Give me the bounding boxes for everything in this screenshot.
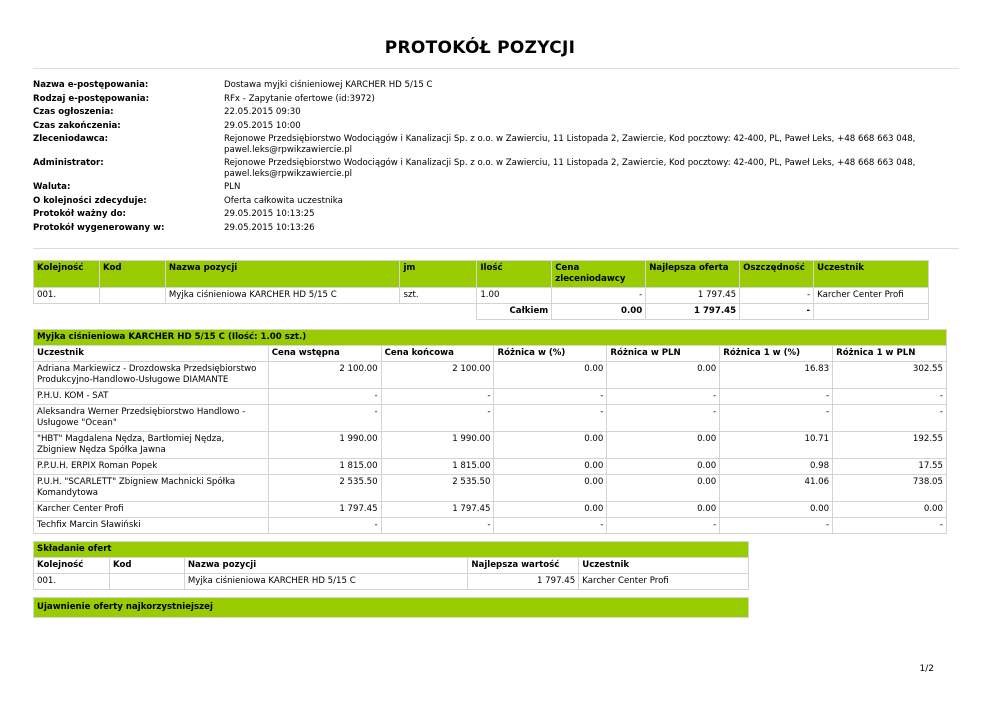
cell-diff1-pln: 302.55 [833,362,947,389]
cell-diff1-pct: - [720,518,833,534]
info-label: Waluta: [33,182,71,192]
cell-diff-pln: - [607,405,720,432]
info-value: PLN [224,182,241,192]
section-header-row [34,598,749,618]
cell-diff1-pct: 0.98 [720,459,833,475]
info-row [33,94,933,108]
cell-diff-pct: - [494,405,607,432]
table-row [34,389,947,405]
cell-final-price: 1 815.00 [381,459,494,475]
info-row [33,182,933,196]
info-row [33,196,933,210]
column-header: Cena zleceniodawcy [552,261,646,288]
submission-table [33,541,749,590]
cell-initial-price: 2 535.50 [268,475,381,502]
cell-participant: Techfix Marcin Sławiński [34,518,269,534]
cell-final-price: - [381,518,494,534]
total-row [34,304,929,320]
disclosure-section-title: Ujawnienie oferty najkorzystniejszej [34,598,749,618]
cell-participant: Karcher Center Profi [34,502,269,518]
column-header: Najlepsza wartość [468,558,579,574]
cell-diff1-pln: 17.55 [833,459,947,475]
info-label: Administrator: [33,158,104,168]
table-row [34,405,947,432]
total-best-offer: 1 797.45 [646,304,740,320]
cell-initial-price: 1 797.45 [268,502,381,518]
cell-final-price: 1 797.45 [381,502,494,518]
column-header: Najlepsza oferta [646,261,740,288]
table-row [34,574,749,590]
total-label: Całkiem [477,304,552,320]
page-title: PROTOKÓŁ POZYCJI [384,38,576,58]
divider [33,68,959,69]
column-header: Uczestnik [579,558,749,574]
cell-final-price: 2 535.50 [381,475,494,502]
cell-item-name: Myjka ciśnieniowa KARCHER HD 5/15 C [165,288,400,304]
info-row [33,223,933,237]
column-header: Ilość [477,261,552,288]
info-row [33,107,933,121]
cell-participant: P.P.U.H. ERPIX Roman Popek [34,459,269,475]
cell-unit: szt. [400,288,477,304]
cell-final-price: - [381,405,494,432]
info-value: 22.05.2015 09:30 [224,107,301,117]
procurement-info [33,80,933,236]
section-header-row [34,542,749,558]
info-value: Rejonowe Przedsiębiorstwo Wodociągów i Kanalizacji Sp. z o.o. w Zawierciu, 11 Listopada 2, Zawiercie, Kod pocztowy: 42-400, PL, Paweł Leks, +48 668 663 048, pawel.leks@rpwikzawiercie.pl [224,134,916,155]
cell-item-name: Myjka ciśnieniowa KARCHER HD 5/15 C [184,574,468,590]
column-header: jm [400,261,477,288]
cell-initial-price: 1 990.00 [268,432,381,459]
info-value: Dostawa myjki ciśnieniowej KARCHER HD 5/15 C [224,80,433,90]
cell-participant: "HBT" Magdalena Nędza, Bartłomiej Nędza, Zbigniew Nędza Spółka Jawna [34,432,269,459]
column-header: Uczestnik [34,346,269,362]
cell-diff1-pct: - [720,405,833,432]
cell-participant: P.H.U. KOM - SAT [34,389,269,405]
info-label: Czas zakończenia: [33,120,121,131]
column-header: Nazwa pozycji [184,558,468,574]
cell-initial-price: - [268,389,381,405]
column-header: Uczestnik [814,261,929,288]
offers-section-title: Myjka ciśnieniowa KARCHER HD 5/15 C (Ilość: 1.00 szt.) [34,330,947,346]
cell-diff1-pln: - [833,518,947,534]
column-header: Cena wstępna [268,346,381,362]
cell-saving: - [740,288,814,304]
cell-diff1-pct: 0.00 [720,502,833,518]
offers-table [33,329,947,534]
info-label: Protokół wygenerowany w: [33,222,165,233]
table-row [34,502,947,518]
cell-quantity: 1.00 [477,288,552,304]
cell-diff1-pln: 0.00 [833,502,947,518]
cell-diff-pct: 0.00 [494,475,607,502]
table-header-row [34,346,947,362]
column-header: Różnica 1 w (%) [720,346,833,362]
cell-participant: Karcher Center Profi [814,288,929,304]
cell-initial-price: - [268,405,381,432]
cell-code [99,288,165,304]
cell-best-value: 1 797.45 [468,574,579,590]
cell-diff-pct: 0.00 [494,459,607,475]
info-row [33,134,933,158]
table-header-row [34,261,929,288]
column-header: Różnica w (%) [494,346,607,362]
cell-initial-price: - [268,518,381,534]
info-label: Zleceniodawca: [33,134,109,144]
cell-diff-pct: - [494,389,607,405]
column-header: Różnica w PLN [607,346,720,362]
info-value: Rejonowe Przedsiębiorstwo Wodociągów i Kanalizacji Sp. z o.o. w Zawierciu, 11 Listopada 2, Zawiercie, Kod pocztowy: 42-400, PL, Paweł Leks, +48 668 663 048, pawel.leks@rpwikzawiercie.pl [224,158,916,179]
info-value: Oferta całkowita uczestnika [224,195,343,206]
cell-diff1-pct: 16.83 [720,362,833,389]
cell-participant: P.U.H. "SCARLETT" Zbigniew Machnicki Spółka Komandytowa [34,475,269,502]
info-row [33,121,933,135]
total-saving: - [740,304,814,320]
info-value: RFx - Zapytanie ofertowe (id:3972) [224,93,375,104]
cell-order: 001. [34,574,110,590]
cell-diff-pct: 0.00 [494,362,607,389]
submission-section-title: Składanie ofert [34,542,749,558]
table-row [34,288,929,304]
info-label: Czas ogłoszenia: [33,107,114,117]
cell-code [109,574,184,590]
cell-diff-pln: 0.00 [607,502,720,518]
cell-diff1-pln: 738.05 [833,475,947,502]
cell-order: 001. [34,288,100,304]
info-label: Rodzaj e-postępowania: [33,93,150,104]
table-row [34,432,947,459]
cell-diff-pct: - [494,518,607,534]
cell-participant: Karcher Center Profi [579,574,749,590]
cell-diff-pln: 0.00 [607,459,720,475]
cell-diff-pln: 0.00 [607,362,720,389]
info-label: Protokół ważny do: [33,209,126,219]
divider [33,248,959,249]
cell-final-price: - [381,389,494,405]
cell-participant: Aleksandra Werner Przedsiębiorstwo Handlowo - Usługowe "Ocean" [34,405,269,432]
cell-final-price: 2 100.00 [381,362,494,389]
info-label: O kolejności zdecyduje: [33,195,147,206]
info-row [33,209,933,223]
info-value: 29.05.2015 10:13:26 [224,222,315,233]
info-value: 29.05.2015 10:13:25 [224,209,315,219]
info-value: 29.05.2015 10:00 [224,120,301,131]
cell-diff1-pln: - [833,405,947,432]
table-row [34,475,947,502]
page-number: 1/2 [919,664,934,674]
column-header: Różnica 1 w PLN [833,346,947,362]
cell-diff1-pln: 192.55 [833,432,947,459]
info-label: Nazwa e-postępowania: [33,80,149,90]
cell-diff1-pln: - [833,389,947,405]
cell-client-price: - [552,288,646,304]
info-row [33,80,933,94]
total-client-price: 0.00 [552,304,646,320]
cell-initial-price: 1 815.00 [268,459,381,475]
cell-diff1-pct: - [720,389,833,405]
cell-final-price: 1 990.00 [381,432,494,459]
column-header: Nazwa pozycji [165,261,400,288]
cell-diff-pln: - [607,389,720,405]
table-row [34,459,947,475]
info-row [33,158,933,182]
positions-table [33,260,929,320]
cell-diff-pln: 0.00 [607,475,720,502]
column-header: Kolejność [34,558,110,574]
cell-initial-price: 2 100.00 [268,362,381,389]
column-header: Kolejność [34,261,100,288]
table-row [34,362,947,389]
cell-participant: Adriana Markiewicz - Drozdowska Przedsiębiorstwo Produkcyjno-Handlowo-Usługowe DIAMANTE [34,362,269,389]
column-header: Kod [99,261,165,288]
column-header: Oszczędność [740,261,814,288]
table-header-row [34,558,749,574]
column-header: Cena końcowa [381,346,494,362]
cell-diff-pln: - [607,518,720,534]
cell-diff1-pct: 10.71 [720,432,833,459]
cell-diff-pln: 0.00 [607,432,720,459]
cell-diff-pct: 0.00 [494,432,607,459]
table-row [34,518,947,534]
cell-diff1-pct: 41.06 [720,475,833,502]
column-header: Kod [109,558,184,574]
cell-best-offer: 1 797.45 [646,288,740,304]
section-header-row [34,330,947,346]
cell-diff-pct: 0.00 [494,502,607,518]
disclosure-table [33,597,749,618]
